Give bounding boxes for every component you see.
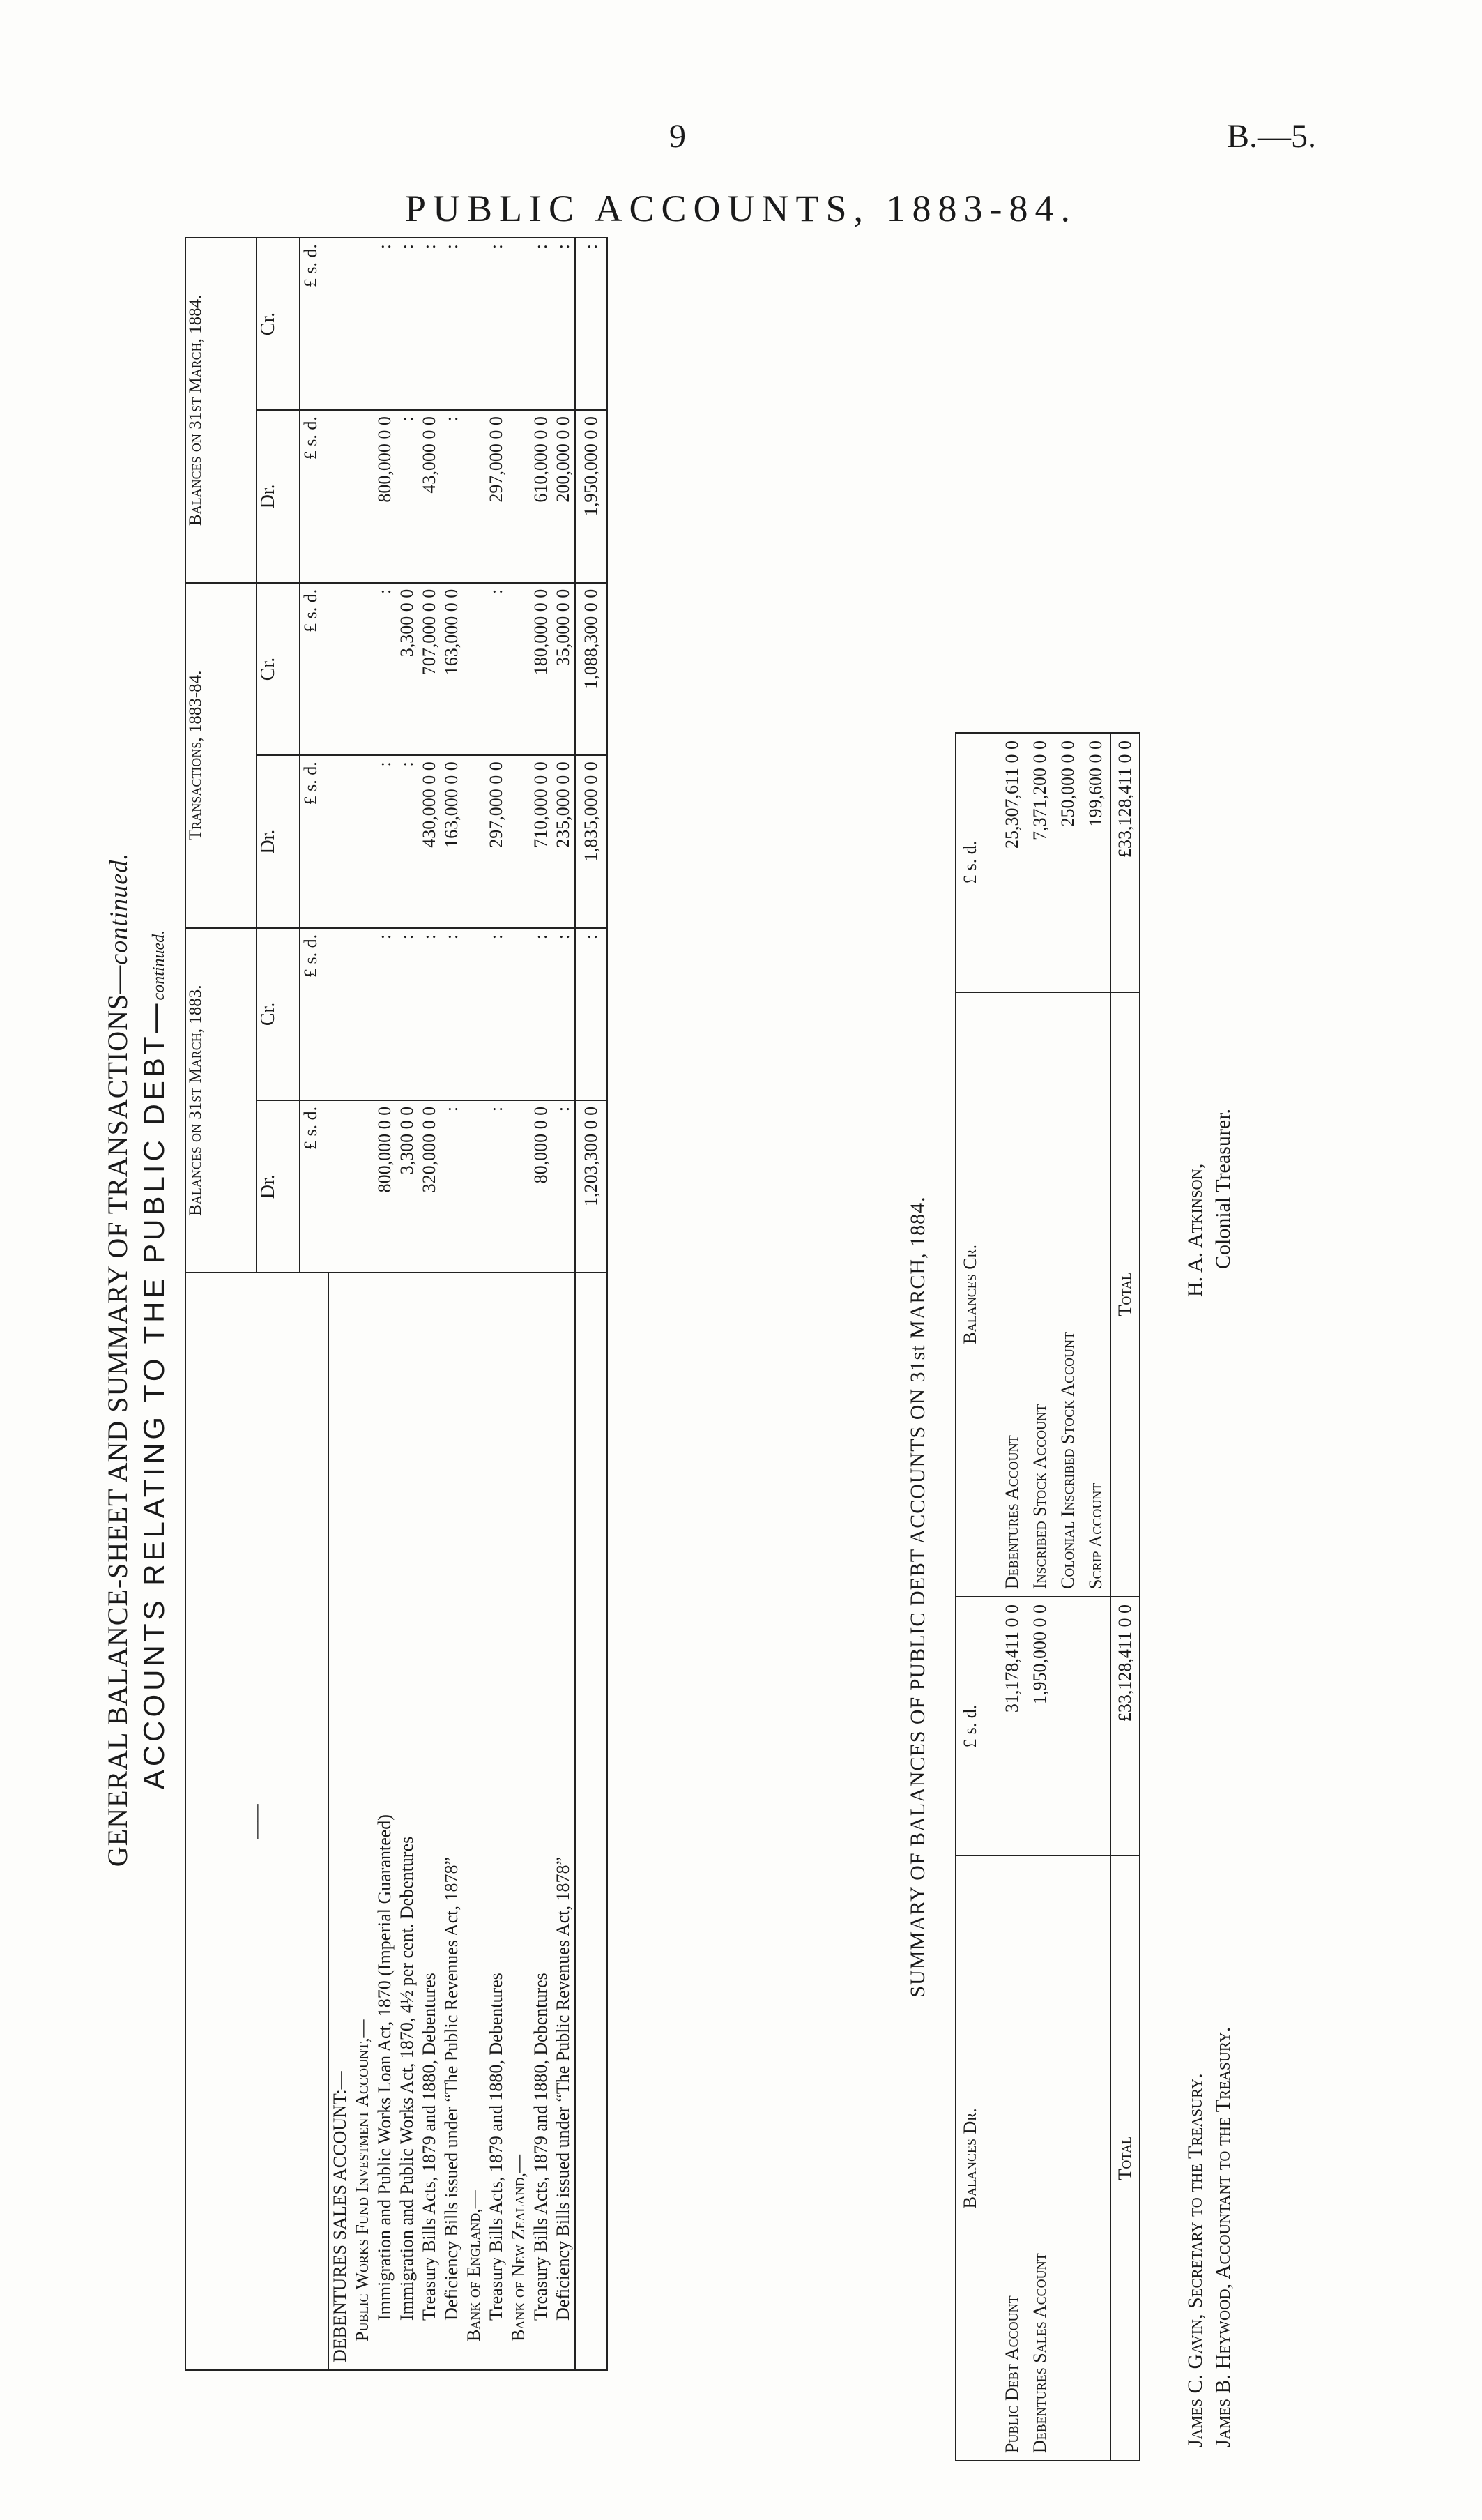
amount-cell [351, 755, 374, 928]
page-number: 9 [669, 118, 686, 155]
amount-cell: 3,300 0 0 [396, 583, 418, 756]
amount-cell [351, 410, 374, 583]
amount-cell [328, 928, 351, 1100]
summary-row [1054, 733, 1082, 2461]
amount-cell: : [396, 410, 418, 583]
cr-account-value: 7,371,200 0 0 [1026, 733, 1054, 992]
amount-cell: 297,000 0 0 [485, 755, 507, 928]
amount-cell: : [552, 1100, 575, 1273]
row-description: Public Works Fund Investment Account,— [351, 1273, 374, 2371]
section-title-suffix: continued. [105, 852, 132, 965]
amount-cell [328, 755, 351, 928]
amount-cell [328, 583, 351, 756]
amount-cell: 320,000 0 0 [418, 1100, 441, 1273]
summary-section [906, 732, 1297, 2461]
summary-row [1026, 733, 1054, 2461]
amount-cell [463, 583, 485, 756]
public-debt-table [185, 237, 608, 2371]
amount-cell: : [441, 238, 463, 410]
amount-cell: : [552, 928, 575, 1100]
amount-cell: 800,000 0 0 [374, 410, 396, 583]
dr-column-header: Dr. [257, 1100, 300, 1273]
amount-cell [463, 238, 485, 410]
dr-lsd-header: £ s. d. [956, 1597, 998, 1855]
total-amount-cell: 1,203,300 0 0 [575, 1100, 607, 1273]
balances-cr-header: Balances Cr. [956, 992, 998, 1597]
section-title-text: GENERAL BALANCE-SHEET AND SUMMARY OF TRANSACTIONS— [102, 964, 133, 1867]
amount-cell: : [530, 238, 552, 410]
amount-cell [328, 1100, 351, 1273]
table-row [396, 238, 418, 2370]
cr-column-header: Cr. [257, 583, 300, 756]
amount-cell [328, 238, 351, 410]
amount-cell: : [485, 238, 507, 410]
lsd-column-header: £ s. d. [300, 928, 328, 1100]
amount-cell [351, 928, 374, 1100]
treasury-signatures [1182, 2027, 1237, 2447]
row-description: Immigration and Public Works Act, 1870, 4½ per cent. Debentures [396, 1273, 418, 2371]
dr-column-header: Dr. [257, 755, 300, 928]
amount-cell: 180,000 0 0 [530, 583, 552, 756]
group-header-1884: Balances on 31st March, 1884. [185, 238, 257, 583]
row-description: DEBENTURES SALES ACCOUNT:— [328, 1273, 351, 2371]
row-description: Treasury Bills Acts, 1879 and 1880, Debentures [485, 1273, 507, 2371]
section-subtitle [137, 209, 171, 2510]
signature-gavin: James C. Gavin, Secretary to the Treasury. [1184, 2073, 1207, 2447]
series-reference: B.—5. [1227, 118, 1317, 155]
amount-cell: 800,000 0 0 [374, 1100, 396, 1273]
amount-cell [507, 755, 530, 928]
table-row [552, 238, 575, 2370]
amount-cell [507, 238, 530, 410]
amount-cell: 80,000 0 0 [530, 1100, 552, 1273]
row-description: Deficiency Bills issued under “The Public Revenues Act, 1878” [441, 1273, 463, 2371]
amount-cell: 710,000 0 0 [530, 755, 552, 928]
amount-cell: 3,300 0 0 [396, 1100, 418, 1273]
colonial-treasurer-signature [1182, 1109, 1237, 1297]
dr-total-value: £33,128,411 0 0 [1110, 1597, 1140, 1855]
lsd-column-header: £ s. d. [300, 583, 328, 756]
amount-cell: : [485, 928, 507, 1100]
table-row [374, 238, 396, 2370]
section-subtitle-suffix: continued. [150, 929, 168, 1001]
public-debt-transactions-section [101, 209, 763, 2510]
section-title [101, 209, 134, 2510]
amount-cell: : [552, 238, 575, 410]
total-amount-cell: 1,088,300 0 0 [575, 583, 607, 756]
dr-total-label: Total [1110, 1856, 1140, 2461]
total-amount-cell: : [575, 238, 607, 410]
dr-account-value: 1,950,000 0 0 [1026, 1597, 1054, 1855]
amount-cell: 163,000 0 0 [441, 583, 463, 756]
table-row [463, 238, 485, 2370]
row-description: Deficiency Bills issued under “The Public Revenues Act, 1878” [552, 1273, 575, 2371]
amount-cell: 297,000 0 0 [485, 410, 507, 583]
cr-account-value: 25,307,611 0 0 [998, 733, 1026, 992]
amount-cell [351, 583, 374, 756]
table-row [507, 238, 530, 2370]
totals-row [575, 238, 607, 2370]
cr-account-label: Colonial Inscribed Stock Account [1054, 992, 1082, 1597]
amount-cell: 200,000 0 0 [552, 410, 575, 583]
amount-cell [507, 1100, 530, 1273]
dr-column-header: Dr. [257, 410, 300, 583]
amount-cell: : [396, 238, 418, 410]
row-description: Treasury Bills Acts, 1879 and 1880, Debentures [530, 1273, 552, 2371]
amount-cell: 707,000 0 0 [418, 583, 441, 756]
amount-cell [463, 928, 485, 1100]
balances-dr-header: Balances Dr. [956, 1856, 998, 2461]
group-header-transactions: Transactions, 1883-84. [185, 583, 257, 928]
amount-cell: : [530, 928, 552, 1100]
cr-column-header: Cr. [257, 238, 300, 410]
dr-account-value [1082, 1597, 1110, 1855]
amount-cell [351, 1100, 374, 1273]
table-row [485, 238, 507, 2370]
dr-account-value: 31,178,411 0 0 [998, 1597, 1026, 1855]
cr-total-value: £33,128,411 0 0 [1110, 733, 1140, 992]
cr-account-value: 199,600 0 0 [1082, 733, 1110, 992]
dr-account-label [1054, 1856, 1082, 2461]
summary-table [955, 732, 1140, 2461]
amount-cell: : [441, 410, 463, 583]
amount-cell: : [374, 583, 396, 756]
signature-atkinson: H. A. Atkinson, [1184, 1163, 1207, 1297]
lsd-column-header: £ s. d. [300, 1100, 328, 1273]
group-header-1883: Balances on 31st March, 1883. [185, 928, 257, 1273]
amount-cell [463, 410, 485, 583]
table-row [351, 238, 374, 2370]
totals-label-cell [575, 1273, 607, 2371]
summary-row [1082, 733, 1110, 2461]
row-description: Bank of New Zealand,— [507, 1273, 530, 2371]
row-description: Treasury Bills Acts, 1879 and 1880, Debentures [418, 1273, 441, 2371]
amount-cell: : [396, 755, 418, 928]
lsd-column-header: £ s. d. [300, 755, 328, 928]
table-row [530, 238, 552, 2370]
total-amount-cell: 1,950,000 0 0 [575, 410, 607, 583]
cr-total-label: Total [1110, 992, 1140, 1597]
table-row [418, 238, 441, 2370]
amount-cell: 235,000 0 0 [552, 755, 575, 928]
amount-cell: 35,000 0 0 [552, 583, 575, 756]
lsd-column-header: £ s. d. [300, 238, 328, 410]
amount-cell: 610,000 0 0 [530, 410, 552, 583]
amount-cell: : [441, 1100, 463, 1273]
description-column-header: —— [185, 1273, 328, 2371]
dr-account-value [1054, 1597, 1082, 1855]
lsd-column-header: £ s. d. [300, 410, 328, 583]
amount-cell: 163,000 0 0 [441, 755, 463, 928]
amount-cell [463, 755, 485, 928]
row-description: Bank of England,— [463, 1273, 485, 2371]
amount-cell: : [374, 928, 396, 1100]
total-amount-cell: 1,835,000 0 0 [575, 755, 607, 928]
summary-title: SUMMARY OF BALANCES OF PUBLIC DEBT ACCOUNTS ON 31st MARCH, 1884. [906, 1196, 929, 1998]
amount-cell [351, 238, 374, 410]
row-description: Immigration and Public Works Loan Act, 1870 (Imperial Guaranteed) [374, 1273, 396, 2371]
dr-account-label: Public Debt Account [998, 1856, 1026, 2461]
amount-cell: : [374, 755, 396, 928]
running-title: PUBLIC ACCOUNTS, 1883-84. [404, 188, 1078, 229]
cr-account-label: Debentures Account [998, 992, 1026, 1597]
section-subtitle-text: ACCOUNTS RELATING TO THE PUBLIC DEBT— [137, 1000, 170, 1790]
amount-cell [507, 928, 530, 1100]
cr-account-label: Scrip Account [1082, 992, 1110, 1597]
total-amount-cell: : [575, 928, 607, 1100]
signature-title: Colonial Treasurer. [1212, 1109, 1235, 1269]
amount-cell: : [485, 1100, 507, 1273]
amount-cell: : [441, 928, 463, 1100]
amount-cell: : [374, 238, 396, 410]
dr-account-label [1082, 1856, 1110, 2461]
cr-account-value: 250,000 0 0 [1054, 733, 1082, 992]
amount-cell: : [418, 928, 441, 1100]
amount-cell: 430,000 0 0 [418, 755, 441, 928]
amount-cell: : [485, 583, 507, 756]
amount-cell: : [396, 928, 418, 1100]
signature-heywood: James B. Heywood, Accountant to the Treasury. [1212, 2026, 1235, 2447]
amount-cell [328, 410, 351, 583]
cr-account-label: Inscribed Stock Account [1026, 992, 1054, 1597]
amount-cell [463, 1100, 485, 1273]
amount-cell: 43,000 0 0 [418, 410, 441, 583]
summary-row [998, 733, 1026, 2461]
cr-lsd-header: £ s. d. [956, 733, 998, 992]
cr-column-header: Cr. [257, 928, 300, 1100]
table-row [328, 238, 351, 2370]
amount-cell [507, 410, 530, 583]
amount-cell [507, 583, 530, 756]
amount-cell: : [418, 238, 441, 410]
dr-account-label: Debentures Sales Account [1026, 1856, 1054, 2461]
table-row [441, 238, 463, 2370]
